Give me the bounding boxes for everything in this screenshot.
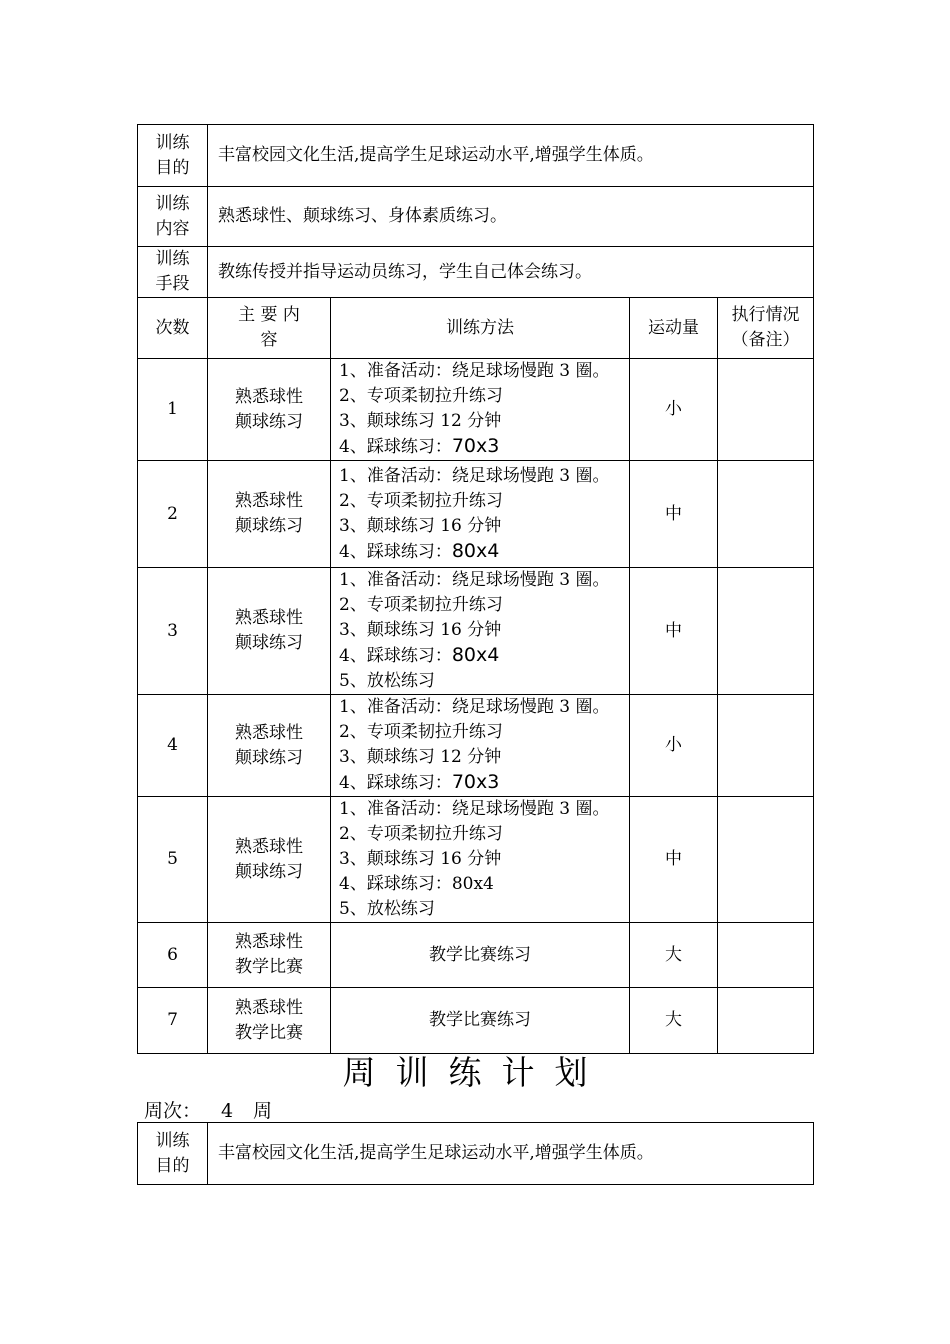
page-title: 周训练计划 xyxy=(342,1053,608,1092)
row-load: 小 xyxy=(630,695,718,797)
training-plan-table-2 xyxy=(137,1122,814,1185)
row-main: 熟悉球性 教学比赛 xyxy=(208,923,331,988)
means-row xyxy=(138,247,814,298)
header-num: 次数 xyxy=(138,298,208,359)
row-main: 熟悉球性 教学比赛 xyxy=(208,988,331,1054)
table-row xyxy=(138,359,814,461)
purpose-text: 丰富校园文化生活,提高学生足球运动水平,增强学生体质。 xyxy=(208,1123,814,1185)
purpose-row xyxy=(138,125,814,187)
row-load: 中 xyxy=(630,797,718,923)
purpose-row xyxy=(138,1123,814,1185)
row-load: 大 xyxy=(630,923,718,988)
row-main: 熟悉球性 颠球练习 xyxy=(208,568,331,695)
means-text: 教练传授并指导运动员练习，学生自己体会练习。 xyxy=(208,247,814,298)
content-row xyxy=(138,187,814,247)
purpose-label: 训练目的 xyxy=(138,1123,208,1185)
row-exec xyxy=(718,461,814,568)
table-row xyxy=(138,797,814,923)
row-method: 1、准备活动：绕足球场慢跑 3 圈。 2、专项柔韧拉升练习 3、颠球练习 16 分钟 4、踩球练习：80x4 5、放松练习 xyxy=(331,797,630,923)
header-row xyxy=(138,298,814,359)
week-value: 4 xyxy=(201,1100,253,1123)
row-exec xyxy=(718,695,814,797)
header-exec: 执行情况（备注） xyxy=(718,298,814,359)
means-label: 训练手段 xyxy=(138,247,208,298)
row-num: 1 xyxy=(138,359,208,461)
row-exec xyxy=(718,988,814,1054)
training-plan-table xyxy=(137,124,814,1054)
row-num: 7 xyxy=(138,988,208,1054)
row-exec xyxy=(718,568,814,695)
week-line xyxy=(144,1098,272,1124)
content-label: 训练内容 xyxy=(138,187,208,247)
table-row xyxy=(138,923,814,988)
table-row xyxy=(138,461,814,568)
purpose-text: 丰富校园文化生活,提高学生足球运动水平,增强学生体质。 xyxy=(208,125,814,187)
row-method: 1、准备活动：绕足球场慢跑 3 圈。 2、专项柔韧拉升练习 3、颠球练习 12 分钟 4、踩球练习：70x3 xyxy=(331,359,630,461)
header-load: 运动量 xyxy=(630,298,718,359)
row-num: 2 xyxy=(138,461,208,568)
row-method: 教学比赛练习 xyxy=(331,988,630,1054)
row-main: 熟悉球性 颠球练习 xyxy=(208,461,331,568)
row-exec xyxy=(718,797,814,923)
week-unit: 周 xyxy=(253,1100,273,1122)
row-main: 熟悉球性 颠球练习 xyxy=(208,797,331,923)
row-num: 4 xyxy=(138,695,208,797)
row-num: 3 xyxy=(138,568,208,695)
row-num: 6 xyxy=(138,923,208,988)
row-load: 小 xyxy=(630,359,718,461)
row-exec xyxy=(718,359,814,461)
row-method: 1、准备活动：绕足球场慢跑 3 圈。 2、专项柔韧拉升练习 3、颠球练习 16 分钟 4、踩球练习：80x4 xyxy=(331,461,630,568)
table-row xyxy=(138,988,814,1054)
row-method: 1、准备活动：绕足球场慢跑 3 圈。 2、专项柔韧拉升练习 3、颠球练习 16 分钟 4、踩球练习：80x4 5、放松练习 xyxy=(331,568,630,695)
row-load: 大 xyxy=(630,988,718,1054)
table-row xyxy=(138,695,814,797)
row-main: 熟悉球性 颠球练习 xyxy=(208,359,331,461)
row-main: 熟悉球性 颠球练习 xyxy=(208,695,331,797)
row-method: 1、准备活动：绕足球场慢跑 3 圈。 2、专项柔韧拉升练习 3、颠球练习 12 分钟 4、踩球练习：70x3 xyxy=(331,695,630,797)
week-label: 周次： xyxy=(144,1100,202,1122)
purpose-label: 训练目的 xyxy=(138,125,208,187)
header-main: 主 要 内 容 xyxy=(208,298,331,359)
row-method: 教学比赛练习 xyxy=(331,923,630,988)
row-load: 中 xyxy=(630,461,718,568)
table-row xyxy=(138,568,814,695)
row-exec xyxy=(718,923,814,988)
row-num: 5 xyxy=(138,797,208,923)
row-load: 中 xyxy=(630,568,718,695)
content-text: 熟悉球性、颠球练习、身体素质练习。 xyxy=(208,187,814,247)
header-method: 训练方法 xyxy=(331,298,630,359)
